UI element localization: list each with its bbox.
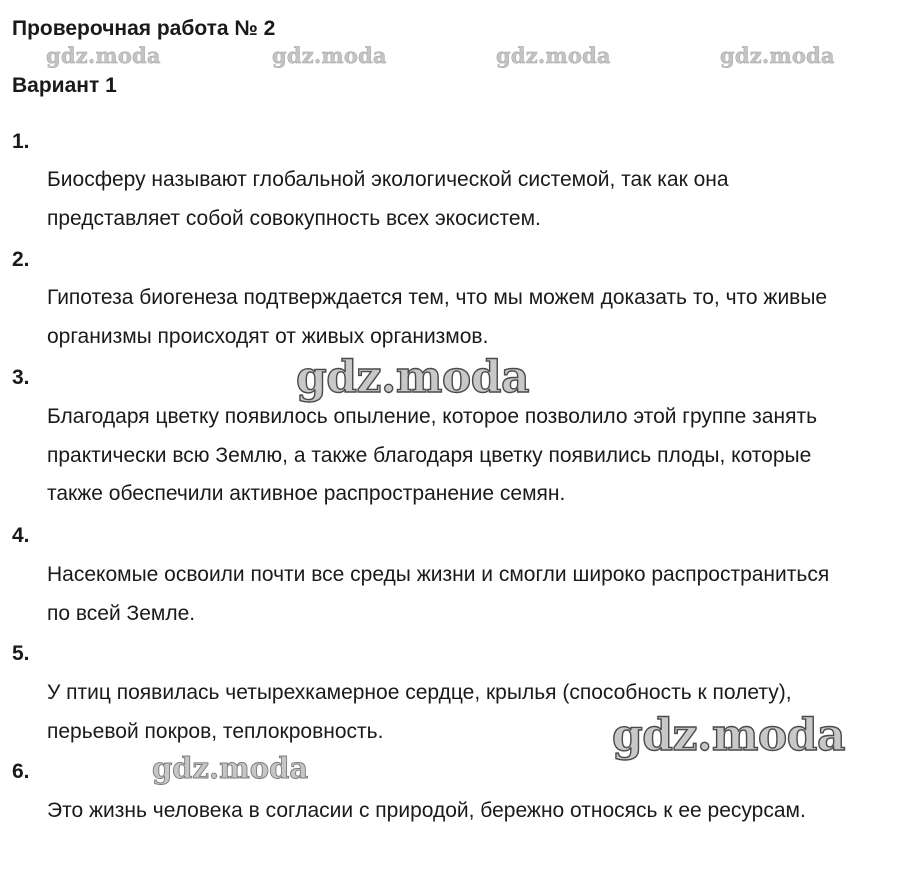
answer-number: 5. (12, 642, 30, 665)
answer-text (47, 792, 909, 831)
answer-line: организмы происходят от живых организмов. (47, 324, 489, 348)
watermark-logo: gdz.moda (46, 43, 161, 68)
answer-number: 3. (12, 366, 30, 389)
answer-line: Биосферу называют глобальной экологической системой, так как она (47, 168, 729, 191)
answer-line: по всей Земле. (47, 601, 196, 625)
answer-line: также обеспечили активное распространение семян. (47, 482, 566, 505)
answer-text (47, 556, 909, 633)
watermark-logo: gdz.moda (720, 43, 835, 68)
answer-line: Гипотеза биогенеза подтверждается тем, что мы можем доказать то, что живые (47, 286, 828, 309)
watermark-logo: gdz.moda (496, 43, 611, 68)
watermark-logo: gdz.moda (272, 43, 387, 68)
variant-heading: Вариант 1 (12, 74, 117, 97)
answer-line: практически всю Землю, а также благодаря цветку появились плоды, которые (47, 443, 812, 467)
answer-number: 4. (12, 524, 30, 547)
answer-line: У птиц появилась четырехкамерное сердце, крылья (способность к полету), (47, 681, 792, 704)
answer-line: представляет собой совокупность всех экосистем. (47, 206, 541, 230)
answer-number: 6. (12, 760, 30, 783)
watermark-logo: gdz.moda (152, 751, 309, 785)
watermark-logo: gdz.moda (296, 352, 530, 403)
answer-line: Это жизнь человека в согласии с природой, бережно относясь к ее ресурсам. (47, 799, 806, 822)
answer-text (47, 279, 909, 356)
page-title: Проверочная работа № 2 (12, 17, 276, 40)
answer-line: перьевой покров, теплокровность. (47, 719, 384, 743)
answer-number: 2. (12, 248, 30, 271)
answer-number: 1. (12, 130, 30, 153)
answer-line: Благодаря цветку появилось опыление, которое позволило этой группе занять (47, 405, 818, 428)
answer-line: Насекомые освоили почти все среды жизни и смогли широко распространиться (47, 563, 830, 586)
answer-text (47, 398, 909, 514)
watermark-logo: gdz.moda (612, 710, 846, 761)
answer-text (47, 161, 909, 238)
